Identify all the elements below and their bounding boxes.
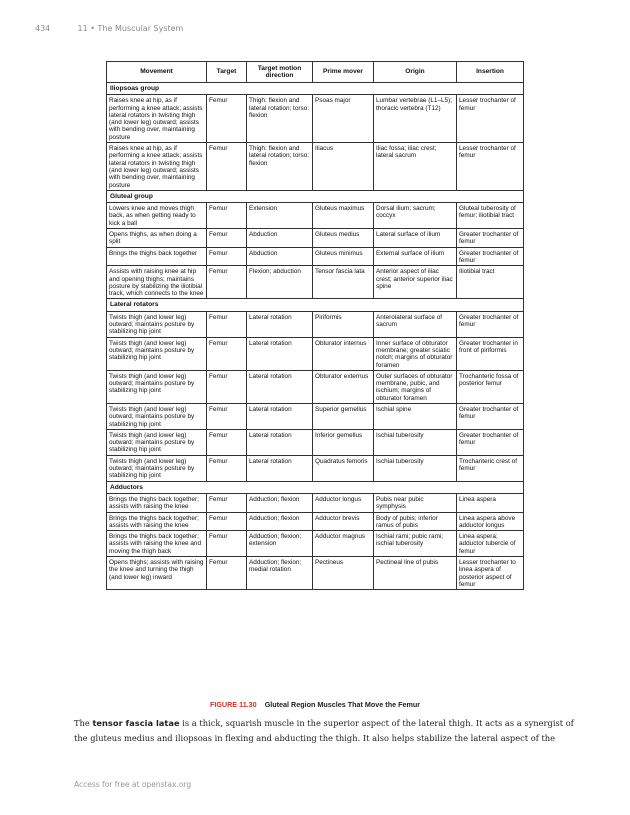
- table-cell: Adduction; flexion: [247, 512, 313, 531]
- table-row: [107, 531, 630, 557]
- table-row: [107, 229, 630, 248]
- page-header: [35, 24, 183, 33]
- table-spacer: [524, 143, 630, 191]
- page-number: 434: [35, 24, 51, 33]
- table-cell: Femur: [207, 337, 247, 370]
- table-row: [107, 203, 630, 229]
- table-cell: Femur: [207, 311, 247, 337]
- table-cell: Greater trochanter of femur: [457, 311, 524, 337]
- table-cell: Iliotibial tract: [457, 266, 524, 299]
- table-spacer: [524, 370, 630, 403]
- column-header: Prime mover: [313, 62, 374, 83]
- table-cell: Adduction; flexion; extension: [247, 531, 313, 557]
- table-row: [107, 429, 630, 455]
- table-spacer: [524, 190, 630, 202]
- table-cell: Femur: [207, 557, 247, 590]
- table-cell: Superior gemellus: [313, 403, 374, 429]
- table-cell: Lumbar vertebrae (L1–L5); thoracic vertebra (T12): [374, 95, 457, 143]
- table-body: [107, 83, 630, 590]
- table-cell: Lowers knee and moves thigh back, as when getting ready to kick a ball: [107, 203, 207, 229]
- table-cell: Greater trochanter of femur: [457, 229, 524, 248]
- table-spacer: [524, 403, 630, 429]
- table-cell: Twists thigh (and lower leg) outward; maintains posture by stabilizing hip joint: [107, 455, 207, 481]
- table-cell: Adductor magnus: [313, 531, 374, 557]
- table-cell: Femur: [207, 95, 247, 143]
- table-cell: Outer surfaces of obturator membrane, pubic, and ischium; margins of obturator foramen: [374, 370, 457, 403]
- table-cell: Abduction: [247, 247, 313, 266]
- table-row: [107, 403, 630, 429]
- table-cell: Obturator externus: [313, 370, 374, 403]
- table-cell: Psoas major: [313, 95, 374, 143]
- table-cell: Pectineal line of pubis: [374, 557, 457, 590]
- table-cell: Obturator internus: [313, 337, 374, 370]
- table-cell: Greater trochanter of femur: [457, 429, 524, 455]
- table-cell: Lesser trochanter to linea aspera of posterior aspect of femur: [457, 557, 524, 590]
- table-cell: Quadratus femoris: [313, 455, 374, 481]
- table-cell: Ischial spine: [374, 403, 457, 429]
- table-cell: Lateral rotation: [247, 337, 313, 370]
- table-cell: Iliac fossa; iliac crest; lateral sacrum: [374, 143, 457, 191]
- table-row: [107, 512, 630, 531]
- table-row: [107, 557, 630, 590]
- table-spacer: [524, 493, 630, 512]
- table-row: [107, 455, 630, 481]
- body-text-after: is a thick, squarish muscle in the superior aspect of the lateral thigh. It acts as a synergist of the gluteus medius and iliopsoas in flexing and abducting the thigh. It also helps stabilize the lateral aspect of the: [74, 718, 574, 743]
- table-cell: Lateral rotation: [247, 403, 313, 429]
- table-spacer: [524, 229, 630, 248]
- table-cell: Femur: [207, 247, 247, 266]
- table-cell: Lesser trochanter of femur: [457, 143, 524, 191]
- table-spacer: [524, 62, 630, 83]
- table-spacer: [524, 557, 630, 590]
- table-cell: Raises knee at hip, as if performing a knee attack; assists lateral rotators in twisting thigh (and lower leg) outward; assists with bending over, maintaining posture: [107, 95, 207, 143]
- table-cell: Femur: [207, 266, 247, 299]
- table-cell: Inferior gemellus: [313, 429, 374, 455]
- table-cell: Inner surface of obturator membrane; greater sciatic notch; margins of obturator foramen: [374, 337, 457, 370]
- table-spacer: [524, 531, 630, 557]
- page-footer: Access for free at openstax.org: [74, 780, 192, 789]
- table-cell: Femur: [207, 531, 247, 557]
- table-cell: Body of pubis; inferior ramus of pubis: [374, 512, 457, 531]
- table-cell: Gluteal tuberosity of femur; iliotibial tract: [457, 203, 524, 229]
- figure-caption: [0, 700, 630, 709]
- table-cell: Lesser trochanter of femur: [457, 95, 524, 143]
- table-cell: Gluteus medius: [313, 229, 374, 248]
- column-header: Origin: [374, 62, 457, 83]
- table-cell: Linea aspera; adductor tubercle of femur: [457, 531, 524, 557]
- table-cell: Assists with raising knee at hip and opening thighs; maintains posture by stabilizing the iliotibial track, which connects to the knee: [107, 266, 207, 299]
- table-cell: Opens thighs, as when doing a split: [107, 229, 207, 248]
- table-spacer: [524, 311, 630, 337]
- group-name: Adductors: [107, 481, 524, 493]
- table-cell: Pectineus: [313, 557, 374, 590]
- table-cell: Brings the thighs back together; assists with raising the knee and moving the thigh back: [107, 531, 207, 557]
- table-cell: Lateral rotation: [247, 311, 313, 337]
- table-cell: Thigh: flexion and lateral rotation; torso: flexion: [247, 143, 313, 191]
- table-spacer: [524, 512, 630, 531]
- table-cell: Flexion; abduction: [247, 266, 313, 299]
- table-cell: Anterior aspect of iliac crest; anterior superior iliac spine: [374, 266, 457, 299]
- column-header: Target: [207, 62, 247, 83]
- table-cell: Lateral rotation: [247, 370, 313, 403]
- body-paragraph: [74, 716, 574, 746]
- table-cell: Tensor fascia lata: [313, 266, 374, 299]
- table-cell: Pubis near pubic symphysis: [374, 493, 457, 512]
- table-cell: Linea aspera above adductor longus: [457, 512, 524, 531]
- table-cell: Ischial rami; pubic rami; ischial tuberosity: [374, 531, 457, 557]
- table-cell: Femur: [207, 370, 247, 403]
- table-cell: Gluteus minimus: [313, 247, 374, 266]
- table-cell: Lateral rotation: [247, 455, 313, 481]
- table-cell: Brings the thighs back together; assists with raising the knee: [107, 493, 207, 512]
- table-cell: Femur: [207, 512, 247, 531]
- table-cell: Femur: [207, 229, 247, 248]
- table-cell: Adduction; flexion; medial rotation: [247, 557, 313, 590]
- table-spacer: [524, 203, 630, 229]
- table-cell: Brings the thighs back together; assists with raising the knee: [107, 512, 207, 531]
- table-cell: Adductor longus: [313, 493, 374, 512]
- table-row: [107, 247, 630, 266]
- table-cell: Femur: [207, 493, 247, 512]
- table-cell: Raises knee at hip, as if performing a knee attack; assists lateral rotators in twisting thigh (and lower leg) outward; assists with bending over, maintaining posture: [107, 143, 207, 191]
- group-name: Gluteal group: [107, 190, 524, 202]
- table-spacer: [524, 299, 630, 311]
- table-cell: Iliacus: [313, 143, 374, 191]
- group-row: [107, 299, 630, 311]
- table-cell: Ischial tuberosity: [374, 429, 457, 455]
- table-cell: Piriformis: [313, 311, 374, 337]
- table-cell: Adductor brevis: [313, 512, 374, 531]
- group-name: Iliopsoas group: [107, 83, 524, 95]
- table-cell: Abduction: [247, 229, 313, 248]
- table-cell: Brings the thighs back together: [107, 247, 207, 266]
- table-cell: Femur: [207, 429, 247, 455]
- table-cell: Gluteus maximus: [313, 203, 374, 229]
- table-cell: Dorsal ilium; sacrum; coccyx: [374, 203, 457, 229]
- table-row: [107, 266, 630, 299]
- table-spacer: [524, 481, 630, 493]
- table-spacer: [524, 247, 630, 266]
- key-term: tensor fascia latae: [92, 718, 180, 728]
- table-row: [107, 337, 630, 370]
- figure-title: Gluteal Region Muscles That Move the Femur: [264, 700, 421, 709]
- table-row: [107, 143, 630, 191]
- column-header: Insertion: [457, 62, 524, 83]
- table-row: [107, 493, 630, 512]
- table-cell: Twists thigh (and lower leg) outward; maintains posture by stabilizing hip joint: [107, 429, 207, 455]
- column-header: Movement: [107, 62, 207, 83]
- table-cell: Greater trochanter in front of piriformis: [457, 337, 524, 370]
- group-name: Lateral rotators: [107, 299, 524, 311]
- table-cell: Twists thigh (and lower leg) outward; maintains posture by stabilizing hip joint: [107, 337, 207, 370]
- table-cell: Linea aspera: [457, 493, 524, 512]
- table-cell: Thigh: flexion and lateral rotation; torso: flexion: [247, 95, 313, 143]
- table-cell: Adduction; flexion: [247, 493, 313, 512]
- group-row: [107, 190, 630, 202]
- table-cell: Twists thigh (and lower leg) outward; maintains posture by stabilizing hip joint: [107, 311, 207, 337]
- table-cell: Extension: [247, 203, 313, 229]
- body-text-before: The: [74, 718, 93, 728]
- table-row: [107, 311, 630, 337]
- table-spacer: [524, 83, 630, 95]
- muscle-table: [106, 61, 630, 590]
- table-cell: Greater trochanter of femur: [457, 403, 524, 429]
- table-cell: Twists thigh (and lower leg) outward; maintains posture by stabilizing hip joint: [107, 403, 207, 429]
- table-row: [107, 370, 630, 403]
- table-cell: Ischial tuberosity: [374, 455, 457, 481]
- table-spacer: [524, 337, 630, 370]
- table-spacer: [524, 455, 630, 481]
- group-row: [107, 481, 630, 493]
- column-header: Target motion direction: [247, 62, 313, 83]
- chapter-title: 11 • The Muscular System: [77, 24, 184, 33]
- table-cell: Anterolateral surface of sacrum: [374, 311, 457, 337]
- figure-label: FIGURE 11.30: [209, 700, 257, 709]
- table-cell: Greater trochanter of femur: [457, 247, 524, 266]
- table-cell: External surface of ilium: [374, 247, 457, 266]
- table-cell: Trochanteric crest of femur: [457, 455, 524, 481]
- table-cell: Femur: [207, 143, 247, 191]
- table-cell: Twists thigh (and lower leg) outward; maintains posture by stabilizing hip joint: [107, 370, 207, 403]
- table-cell: Femur: [207, 403, 247, 429]
- table-cell: Femur: [207, 455, 247, 481]
- table-row: [107, 95, 630, 143]
- table-cell: Lateral surface of ilium: [374, 229, 457, 248]
- table-spacer: [524, 266, 630, 299]
- table-cell: Trochanteric fossa of posterior femur: [457, 370, 524, 403]
- table-header-row: [107, 62, 630, 83]
- table-spacer: [524, 95, 630, 143]
- table-spacer: [524, 429, 630, 455]
- table-cell: Lateral rotation: [247, 429, 313, 455]
- group-row: [107, 83, 630, 95]
- table-cell: Femur: [207, 203, 247, 229]
- table-cell: Opens thighs; assists with raising the knee and turning the thigh (and lower leg) inward: [107, 557, 207, 590]
